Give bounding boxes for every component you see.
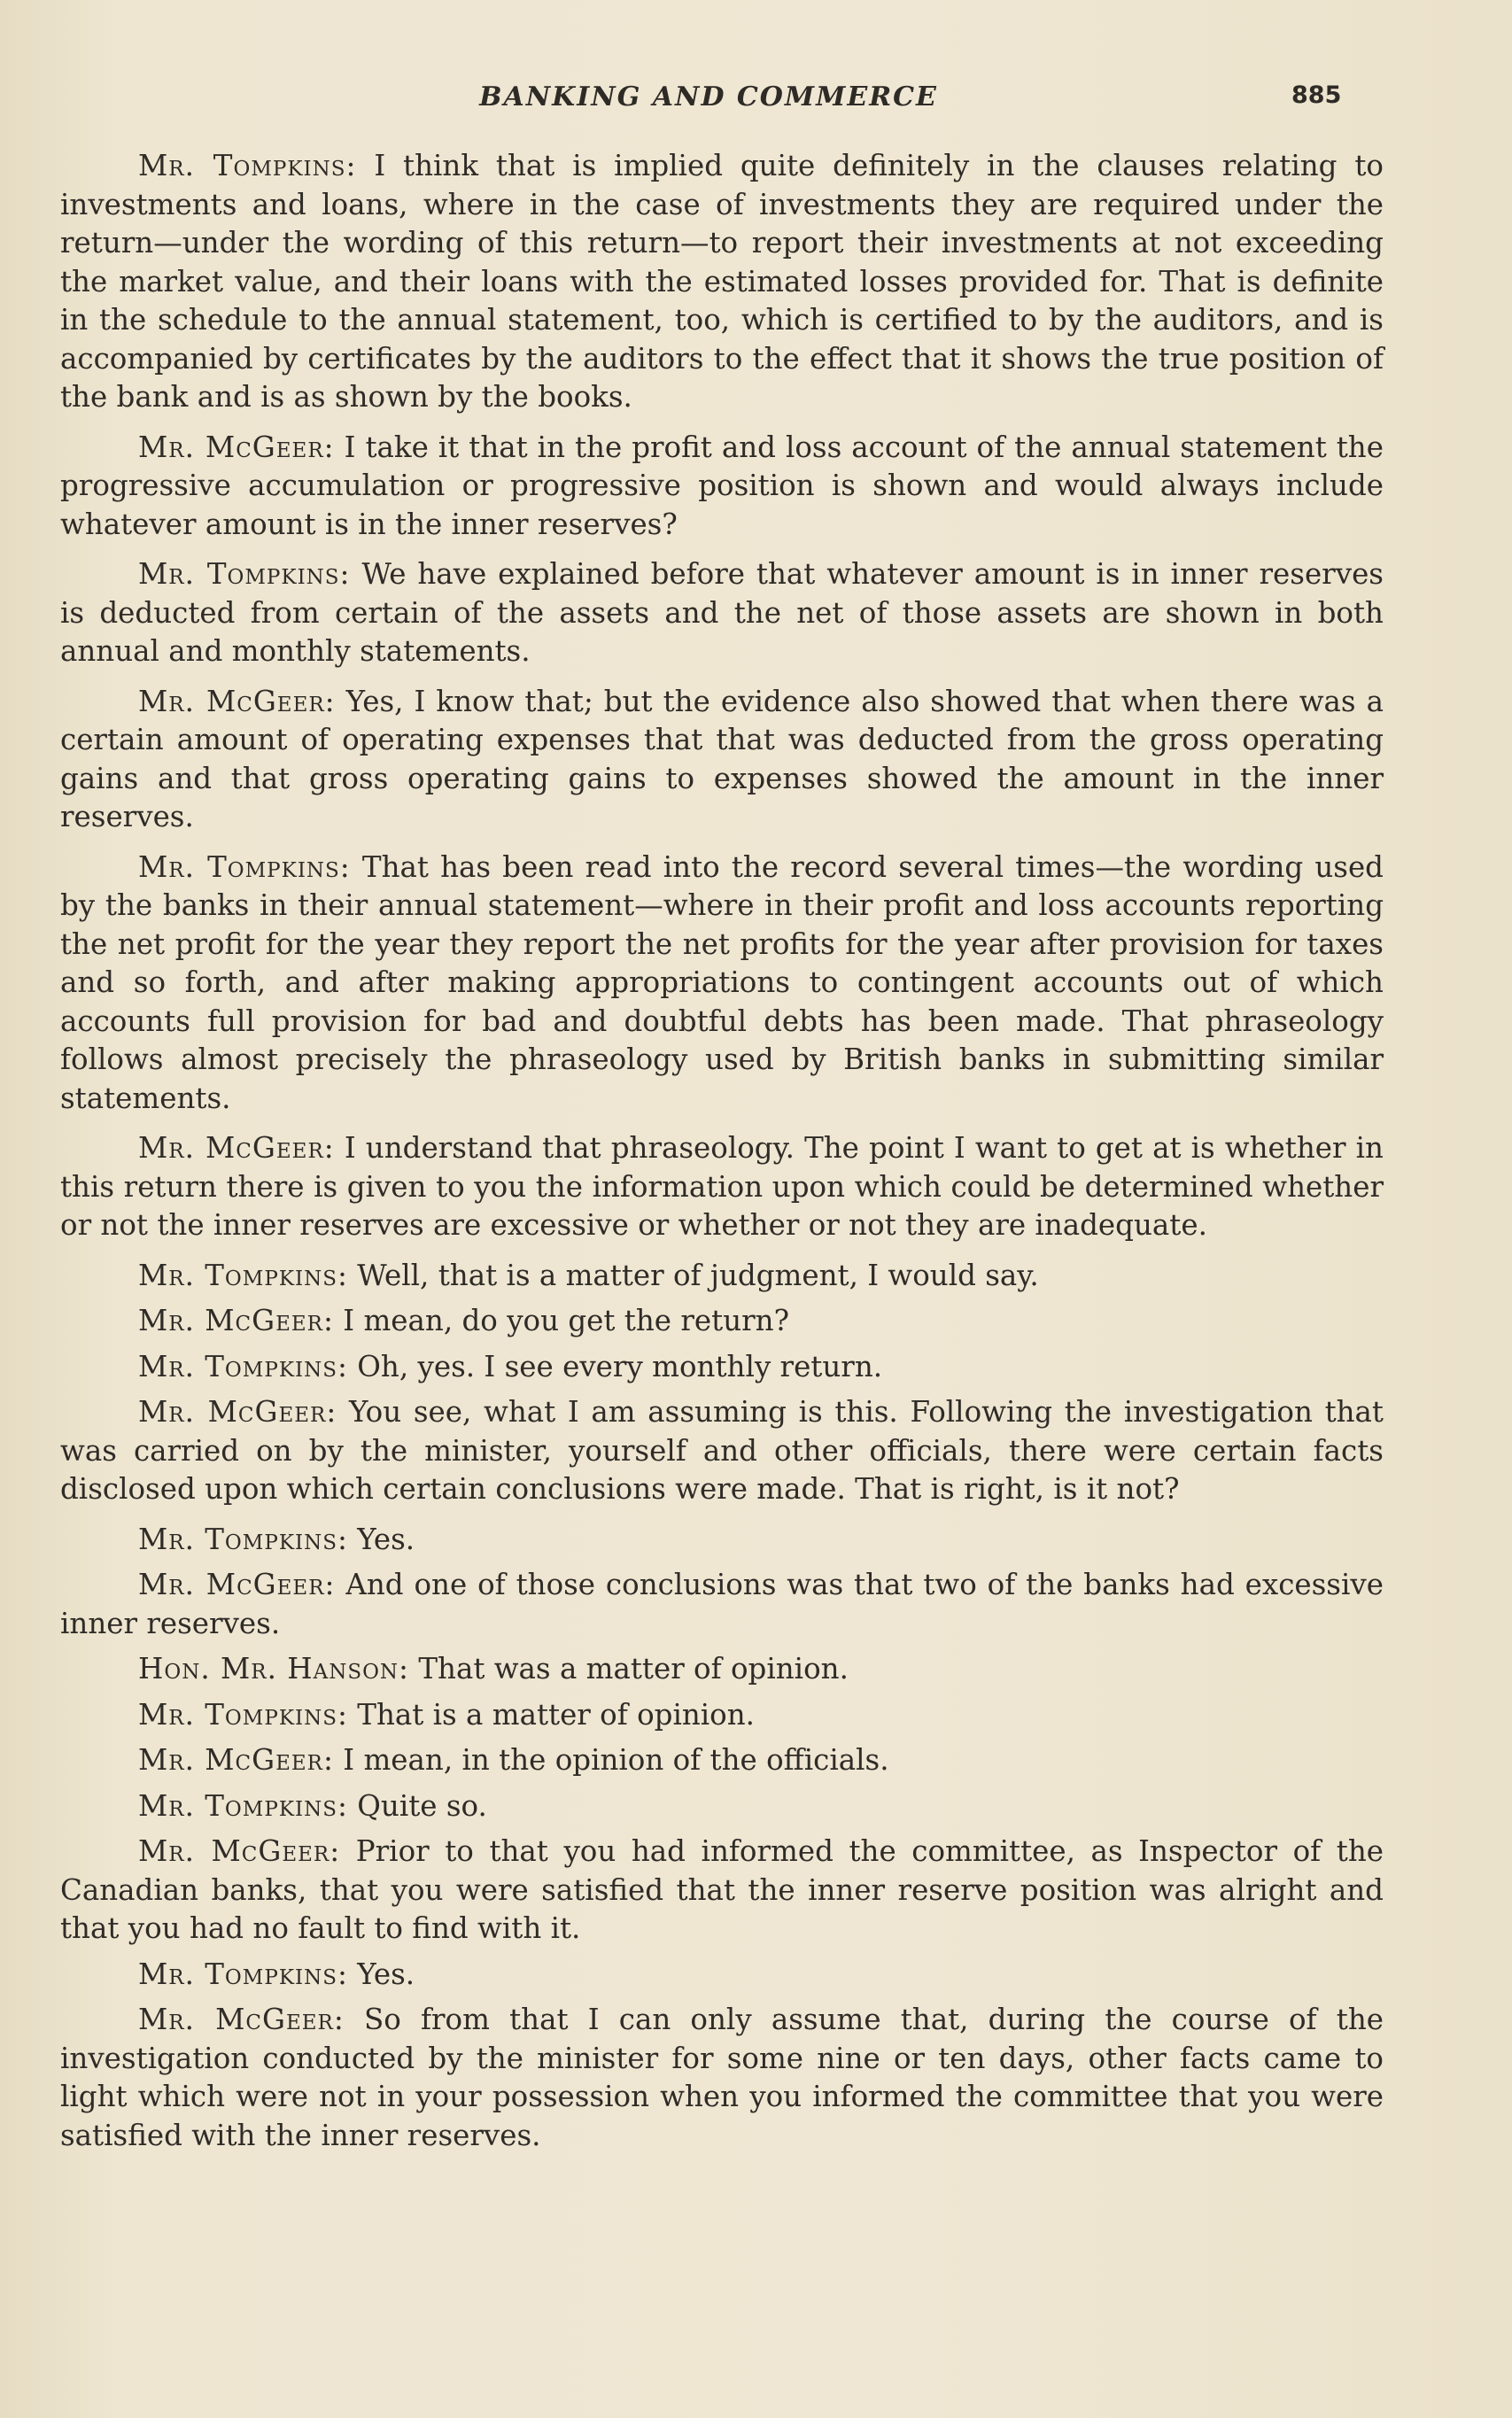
speaker-name: Mr. McGeer: [138, 2003, 345, 2036]
testimony-paragraph [60, 683, 1384, 837]
speech-text: I take it that in the profit and loss account of the annual statement the progressive accumulation or progressive position is shown and would always include whatever amount is in the inner reserves? [60, 430, 1384, 541]
speech-text: I mean, in the opinion of the officials. [343, 1743, 889, 1777]
testimony-paragraph [60, 1129, 1384, 1245]
speech-text: That was a matter of opinion. [418, 1652, 849, 1686]
speech-text: You see, what I am assuming is this. Following the investigation that was carried on by the minister, yourself and other officials, there were certain facts disclosed upon which certain conclusions were made. That is right, is it not? [60, 1395, 1384, 1506]
testimony-paragraph [60, 1787, 1384, 1826]
speech-text: And one of those conclusions was that two of the banks had excessive inner reserves. [60, 1568, 1384, 1640]
speaker-name: Mr. McGeer: [138, 1395, 337, 1429]
speaker-name: Mr. Tompkins: [138, 149, 357, 182]
speaker-name: Mr. Tompkins: [138, 1258, 348, 1292]
testimony-paragraph [60, 1956, 1384, 1995]
speech-text: Oh, yes. I see every monthly return. [357, 1349, 883, 1383]
speech-text: I think that is implied quite definitely in the clauses relating to investments and loans, where in the case of investments they are required under the return—under the wording of this return—to report their investments at not exceeding the market value, and their loans with the estimated losses provided for. That is definite in the schedule to the annual statement, too, which is certified to by the auditors, and is accompanied by certificates by the auditors to the effect that it shows the true position of the bank and is as shown by the books. [60, 149, 1384, 414]
testimony-paragraph [60, 849, 1384, 1119]
speech-text: That has been read into the record several times—the wording used by the banks in their annual statement—where in their profit and loss accounts reporting the net profit for the year they report the net profits for the year after provision for taxes and so forth, and after making appropriations to contingent accounts out of which accounts full provision for bad and doubtful debts has been made. That phraseology follows almost precisely the phraseology used by British banks in submitting similar statements. [60, 849, 1384, 1115]
speaker-name: Hon. Mr. Hanson: [138, 1652, 410, 1686]
speaker-name: Mr. Tompkins: [138, 1788, 348, 1823]
page-number: 885 [1291, 81, 1342, 109]
speech-text: Prior to that you had informed the committee, as Inspector of the Canadian banks, that you were satisfied that the inner reserve position was alright and that you had no fault to find with it. [60, 1834, 1384, 1945]
testimony-paragraph [60, 1521, 1384, 1560]
testimony-paragraph [60, 1257, 1384, 1296]
speech-text: Yes. [357, 1522, 415, 1556]
speech-text: Well, that is a matter of judgment, I would say. [357, 1258, 1039, 1292]
speaker-name: Mr. Tompkins: [138, 849, 351, 884]
running-title: BANKING AND COMMERCE [479, 81, 938, 112]
speaker-name: Mr. McGeer: [138, 684, 336, 718]
testimony-paragraph [60, 1393, 1384, 1509]
testimony-paragraph [60, 2001, 1384, 2155]
testimony-paragraph [60, 1696, 1384, 1735]
speaker-name: Mr. McGeer: [138, 1834, 341, 1868]
testimony-paragraph [60, 1650, 1384, 1689]
testimony-paragraph [60, 1833, 1384, 1949]
testimony-paragraph [60, 1348, 1384, 1387]
testimony-paragraph [60, 1566, 1384, 1643]
running-head [0, 81, 1512, 126]
speaker-name: Mr. McGeer: [138, 1568, 336, 1601]
speaker-name: Mr. Tompkins: [138, 1697, 348, 1732]
speech-text: Quite so. [357, 1788, 487, 1823]
speaker-name: Mr. McGeer: [138, 1131, 335, 1165]
speech-text: Yes. [357, 1957, 415, 1991]
testimony-paragraph [60, 147, 1384, 417]
speech-text: So from that I can only assume that, during the course of the investigation conducted by the minister for some nine or ten days, other facts came to light which were not in your possession when you informed the committee that you were satisfied with the inner reserves. [60, 2003, 1384, 2152]
testimony-paragraph [60, 429, 1384, 545]
speaker-name: Mr. McGeer: [138, 1304, 334, 1337]
testimony-paragraph [60, 555, 1384, 671]
testimony-paragraph [60, 1302, 1384, 1341]
speech-text: Yes, I know that; but the evidence also showed that when there was a certain amount of operating expenses that that was deducted from the gross operating gains and that gross operating gains to expenses showed the amount in the inner reserves. [60, 684, 1384, 833]
testimony-paragraph [60, 1741, 1384, 1780]
testimony-body [60, 147, 1384, 2166]
speaker-name: Mr. Tompkins: [138, 557, 351, 591]
speech-text: We have explained before that whatever amount is in inner reserves is deducted from certain of the assets and the net of those assets are shown in both annual and monthly statements. [60, 557, 1384, 668]
speaker-name: Mr. McGeer: [138, 430, 335, 464]
speech-text: I mean, do you get the return? [343, 1304, 790, 1337]
speech-text: That is a matter of opinion. [357, 1697, 756, 1732]
speaker-name: Mr. Tompkins: [138, 1522, 348, 1556]
speaker-name: Mr. Tompkins: [138, 1349, 348, 1383]
speaker-name: Mr. Tompkins: [138, 1957, 348, 1991]
speaker-name: Mr. McGeer: [138, 1743, 334, 1777]
speech-text: I understand that phraseology. The point I want to get at is whether in this return there is given to you the information upon which could be determined whether or not the inner reserves are excessive or whether or not they are inadequate. [60, 1131, 1384, 1242]
